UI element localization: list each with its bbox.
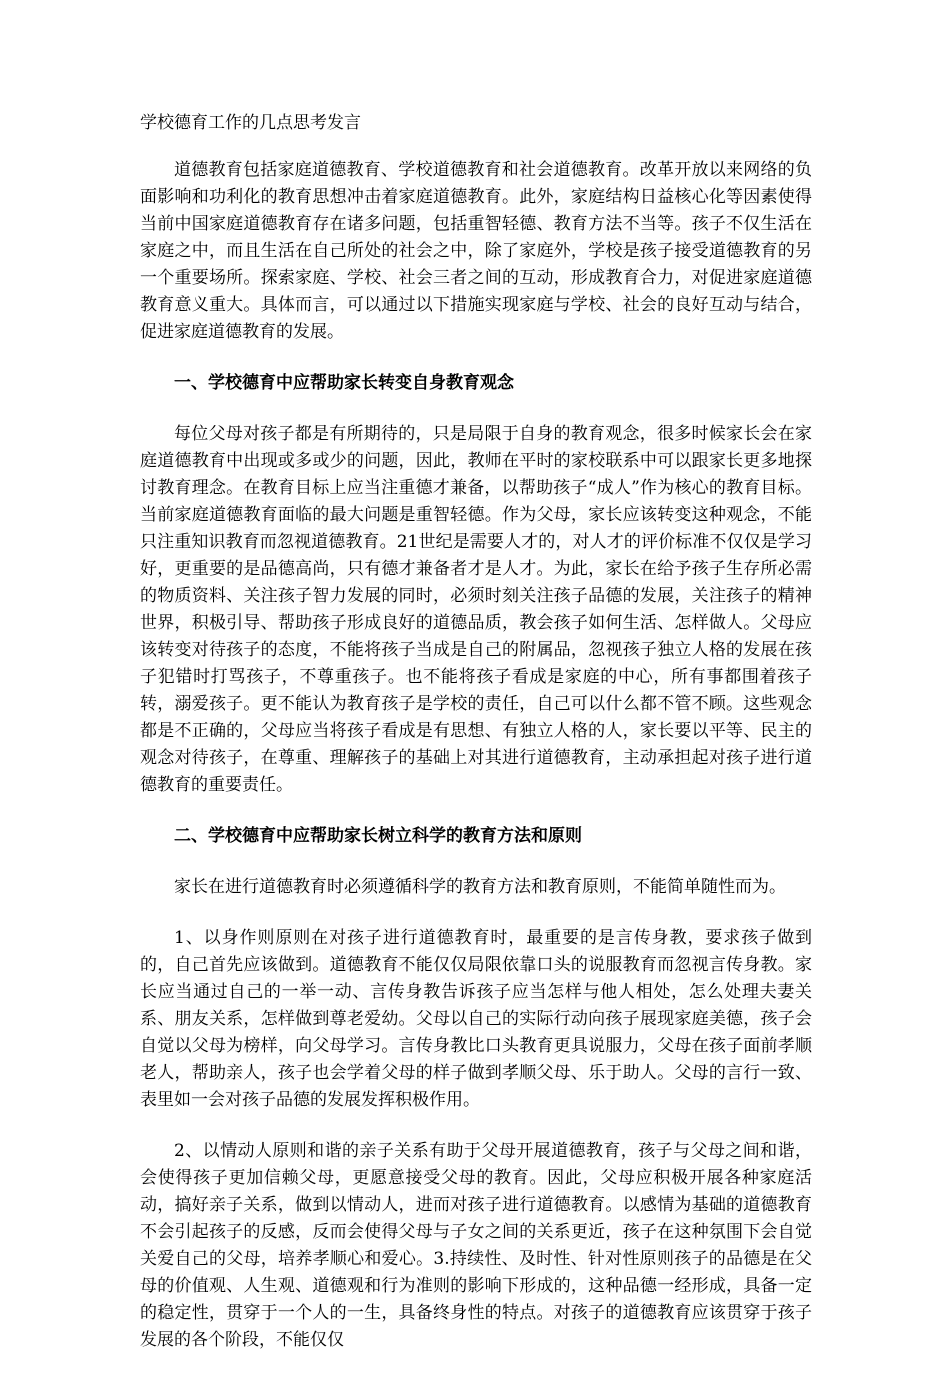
section-2-heading: 二、学校德育中应帮助家长树立科学的教育方法和原则	[174, 826, 582, 846]
document-page	[140, 110, 812, 1378]
section-1-paragraph: 每位父母对孩子都是有所期待的，只是局限于自身的教育观念，很多时候家长会在家庭道德教育中出现或多或少的问题，因此，教师在平时的家校联系中可以跟家长更多地探讨教育理念。在教育目标上应当注重德才兼备，以帮助孩子“成人”作为核心的教育目标。当前家庭道德教育面临的最大问题是重智轻德。作为父母，家长应该转变这种观念，不能只注重知识教育而忽视道德教育。21世纪是需要人才的，对人才的评价标准不仅仅是学习好，更重要的是品德高尚，只有德才兼备者才是人才。为此，家长在给予孩子生存所必需的物质资料、关注孩子智力发展的同时，必须时刻关注孩子品德的发展，关注孩子的精神世界，积极引导、帮助孩子形成良好的道德品质，教会孩子如何生活、怎样做人。父母应该转变对待孩子的态度，不能将孩子当成是自己的附属品，忽视孩子独立人格的发展在孩子犯错时打骂孩子，不尊重孩子。也不能将孩子看成是家庭的中心，所有事都围着孩子转，溺爱孩子。更不能认为教育孩子是学校的责任，自己可以什么都不管不顾。这些观念都是不正确的，父母应当将孩子看成是有思想、有独立人格的人，家长要以平等、民主的观念对待孩子，在尊重、理解孩子的基础上对其进行道德教育，主动承担起对孩子进行道德教育的重要责任。	[140, 424, 812, 795]
section-1-heading: 一、学校德育中应帮助家长转变自身教育观念	[174, 373, 514, 393]
section-2-paragraph: 家长在进行道德教育时必须遵循科学的教育方法和教育原则，不能简单随性而为。	[174, 877, 786, 897]
section-2-point-1: 1、以身作则原则在对孩子进行道德教育时，最重要的是言传身教，要求孩子做到的，自己首先应该做到。道德教育不能仅仅局限依靠口头的说服教育而忽视言传身教。家长应当通过自己的一举一动、言传身教告诉孩子应当怎样与他人相处，怎么处理夫妻关系、朋友关系，怎样做到尊老爱幼。父母以自己的实际行动向孩子展现家庭美德，孩子会自觉以父母为榜样，向父母学习。言传身教比口头教育更具说服力，父母在孩子面前孝顺老人，帮助亲人，孩子也会学着父母的样子做到孝顺父母、乐于助人。父母的言行一致、表里如一会对孩子品德的发展发挥积极作用。	[140, 928, 812, 1110]
intro-paragraph: 道德教育包括家庭道德教育、学校道德教育和社会道德教育。改革开放以来网络的负面影响和功利化的教育思想冲击着家庭道德教育。此外，家庭结构日益核心化等因素使得当前中国家庭道德教育存在诸多问题，包括重智轻德、教育方法不当等。孩子不仅生活在家庭之中，而且生活在自己所处的社会之中，除了家庭外，学校是孩子接受道德教育的另一个重要场所。探索家庭、学校、社会三者之间的互动，形成教育合力，对促进家庭道德教育意义重大。具体而言，可以通过以下措施实现家庭与学校、社会的良好互动与结合，促进家庭道德教育的发展。	[140, 160, 812, 342]
document-title: 学校德育工作的几点思考发言	[140, 113, 361, 133]
section-2-point-2: 2、以情动人原则和谐的亲子关系有助于父母开展道德教育，孩子与父母之间和谐，会使得孩子更加信赖父母，更愿意接受父母的教育。因此，父母应积极开展各种家庭活动，搞好亲子关系，做到以情动人，进而对孩子进行道德教育。以感情为基础的道德教育不会引起孩子的反感，反而会使得父母与子女之间的关系更近，孩子在这种氛围下会自觉关爱自己的父母，培养孝顺心和爱心。3.持续性、及时性、针对性原则孩子的品德是在父母的价值观、人生观、道德观和行为准则的影响下形成的，这种品德一经形成，具备一定的稳定性，贯穿于一个人的一生，具备终身性的特点。对孩子的道德教育应该贯穿于孩子发展的各个阶段，不能仅仅	[140, 1141, 812, 1350]
